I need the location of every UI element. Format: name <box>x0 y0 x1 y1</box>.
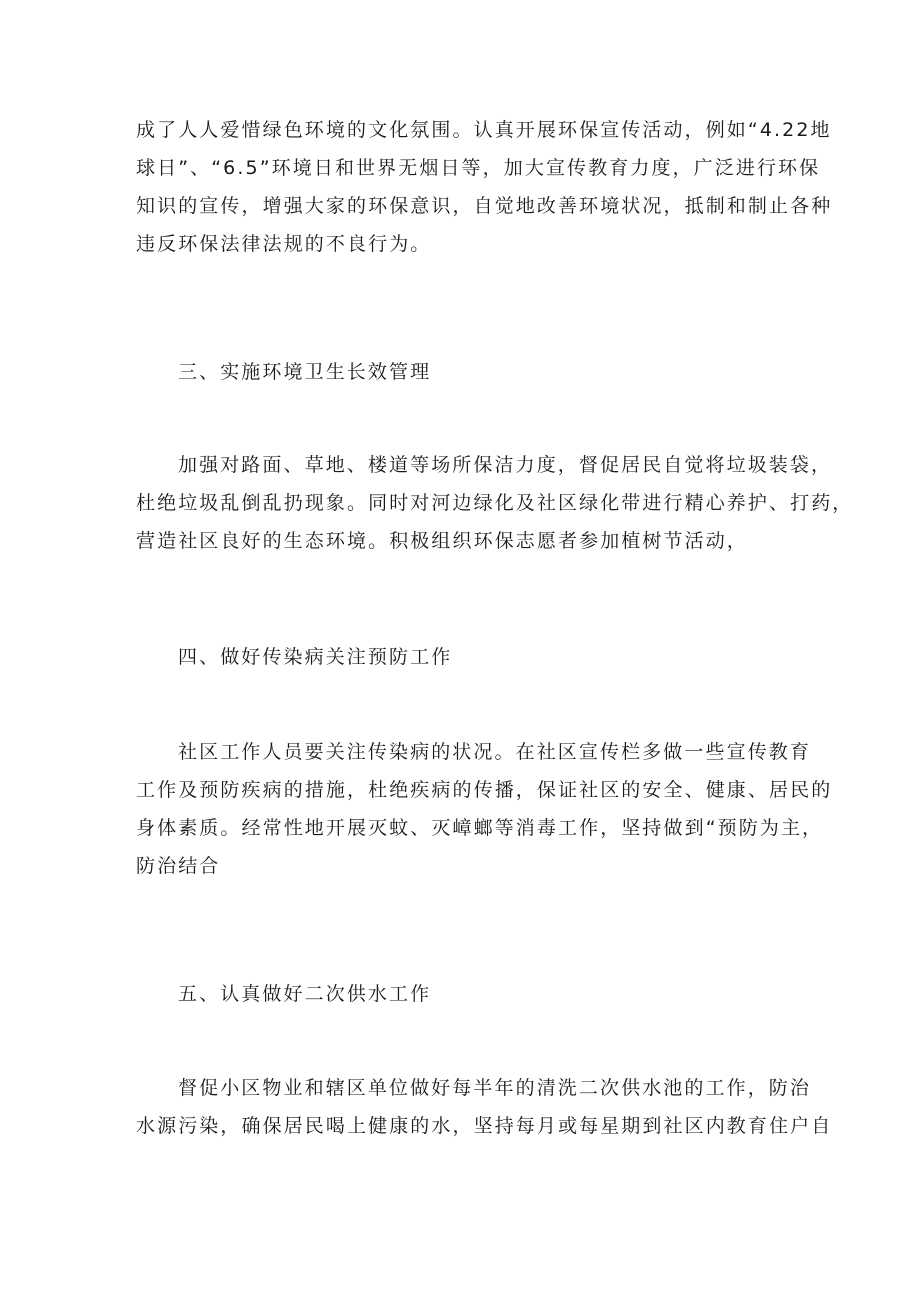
paragraph-sanitation-management <box>136 446 854 560</box>
paragraph-line: 知识的宣传，增强大家的环保意识，自觉地改善环境状况，抵制和制止各种 <box>136 195 833 217</box>
paragraph-line: 球日”、“6.5”环境日和世界无烟日等，加大宣传教育力度，广泛进行环保 <box>136 157 821 179</box>
section-heading-4: 四、做好传染病关注预防工作 <box>178 646 453 668</box>
section-heading-5: 五、认真做好二次供水工作 <box>178 983 432 1005</box>
paragraph-environmental-publicity <box>136 111 833 263</box>
paragraph-line: 水源污染，确保居民喝上健康的水，坚持每月或每星期到社区内教育住户自 <box>136 1115 833 1137</box>
paragraph-line: 社区工作人员要关注传染病的状况。在社区宣传栏多做一些宣传教育 <box>178 741 812 763</box>
paragraph-line: 工作及预防疾病的措施，杜绝疾病的传播，保证社区的安全、健康、居民的 <box>136 779 833 801</box>
paragraph-line: 违反环保法律法规的不良行为。 <box>136 233 432 255</box>
paragraph-line: 成了人人爱惜绿色环境的文化氛围。认真开展环保宣传活动，例如“4.22地 <box>136 119 832 141</box>
paragraph-line: 加强对路面、草地、楼道等场所保洁力度，督促居民自觉将垃圾装袋， <box>178 454 833 476</box>
section-heading-3: 三、实施环境卫生长效管理 <box>178 361 432 383</box>
paragraph-line: 营造社区良好的生态环境。积极组织环保志愿者参加植树节活动， <box>136 530 748 552</box>
paragraph-line: 身体素质。经常性地开展灭蚊、灭嶂螂等消毒工作，坚持做到“预防为主， <box>136 817 824 839</box>
paragraph-disease-prevention <box>136 733 833 885</box>
paragraph-secondary-water-supply <box>136 1069 833 1145</box>
paragraph-line: 防治结合 <box>136 855 221 877</box>
paragraph-line: 督促小区物业和辖区单位做好每半年的清洗二次供水池的工作，防治 <box>178 1077 812 1099</box>
paragraph-line: 杜绝垃圾乱倒乱扔现象。同时对河边绿化及社区绿化带进行精心养护、打药， <box>136 492 854 514</box>
